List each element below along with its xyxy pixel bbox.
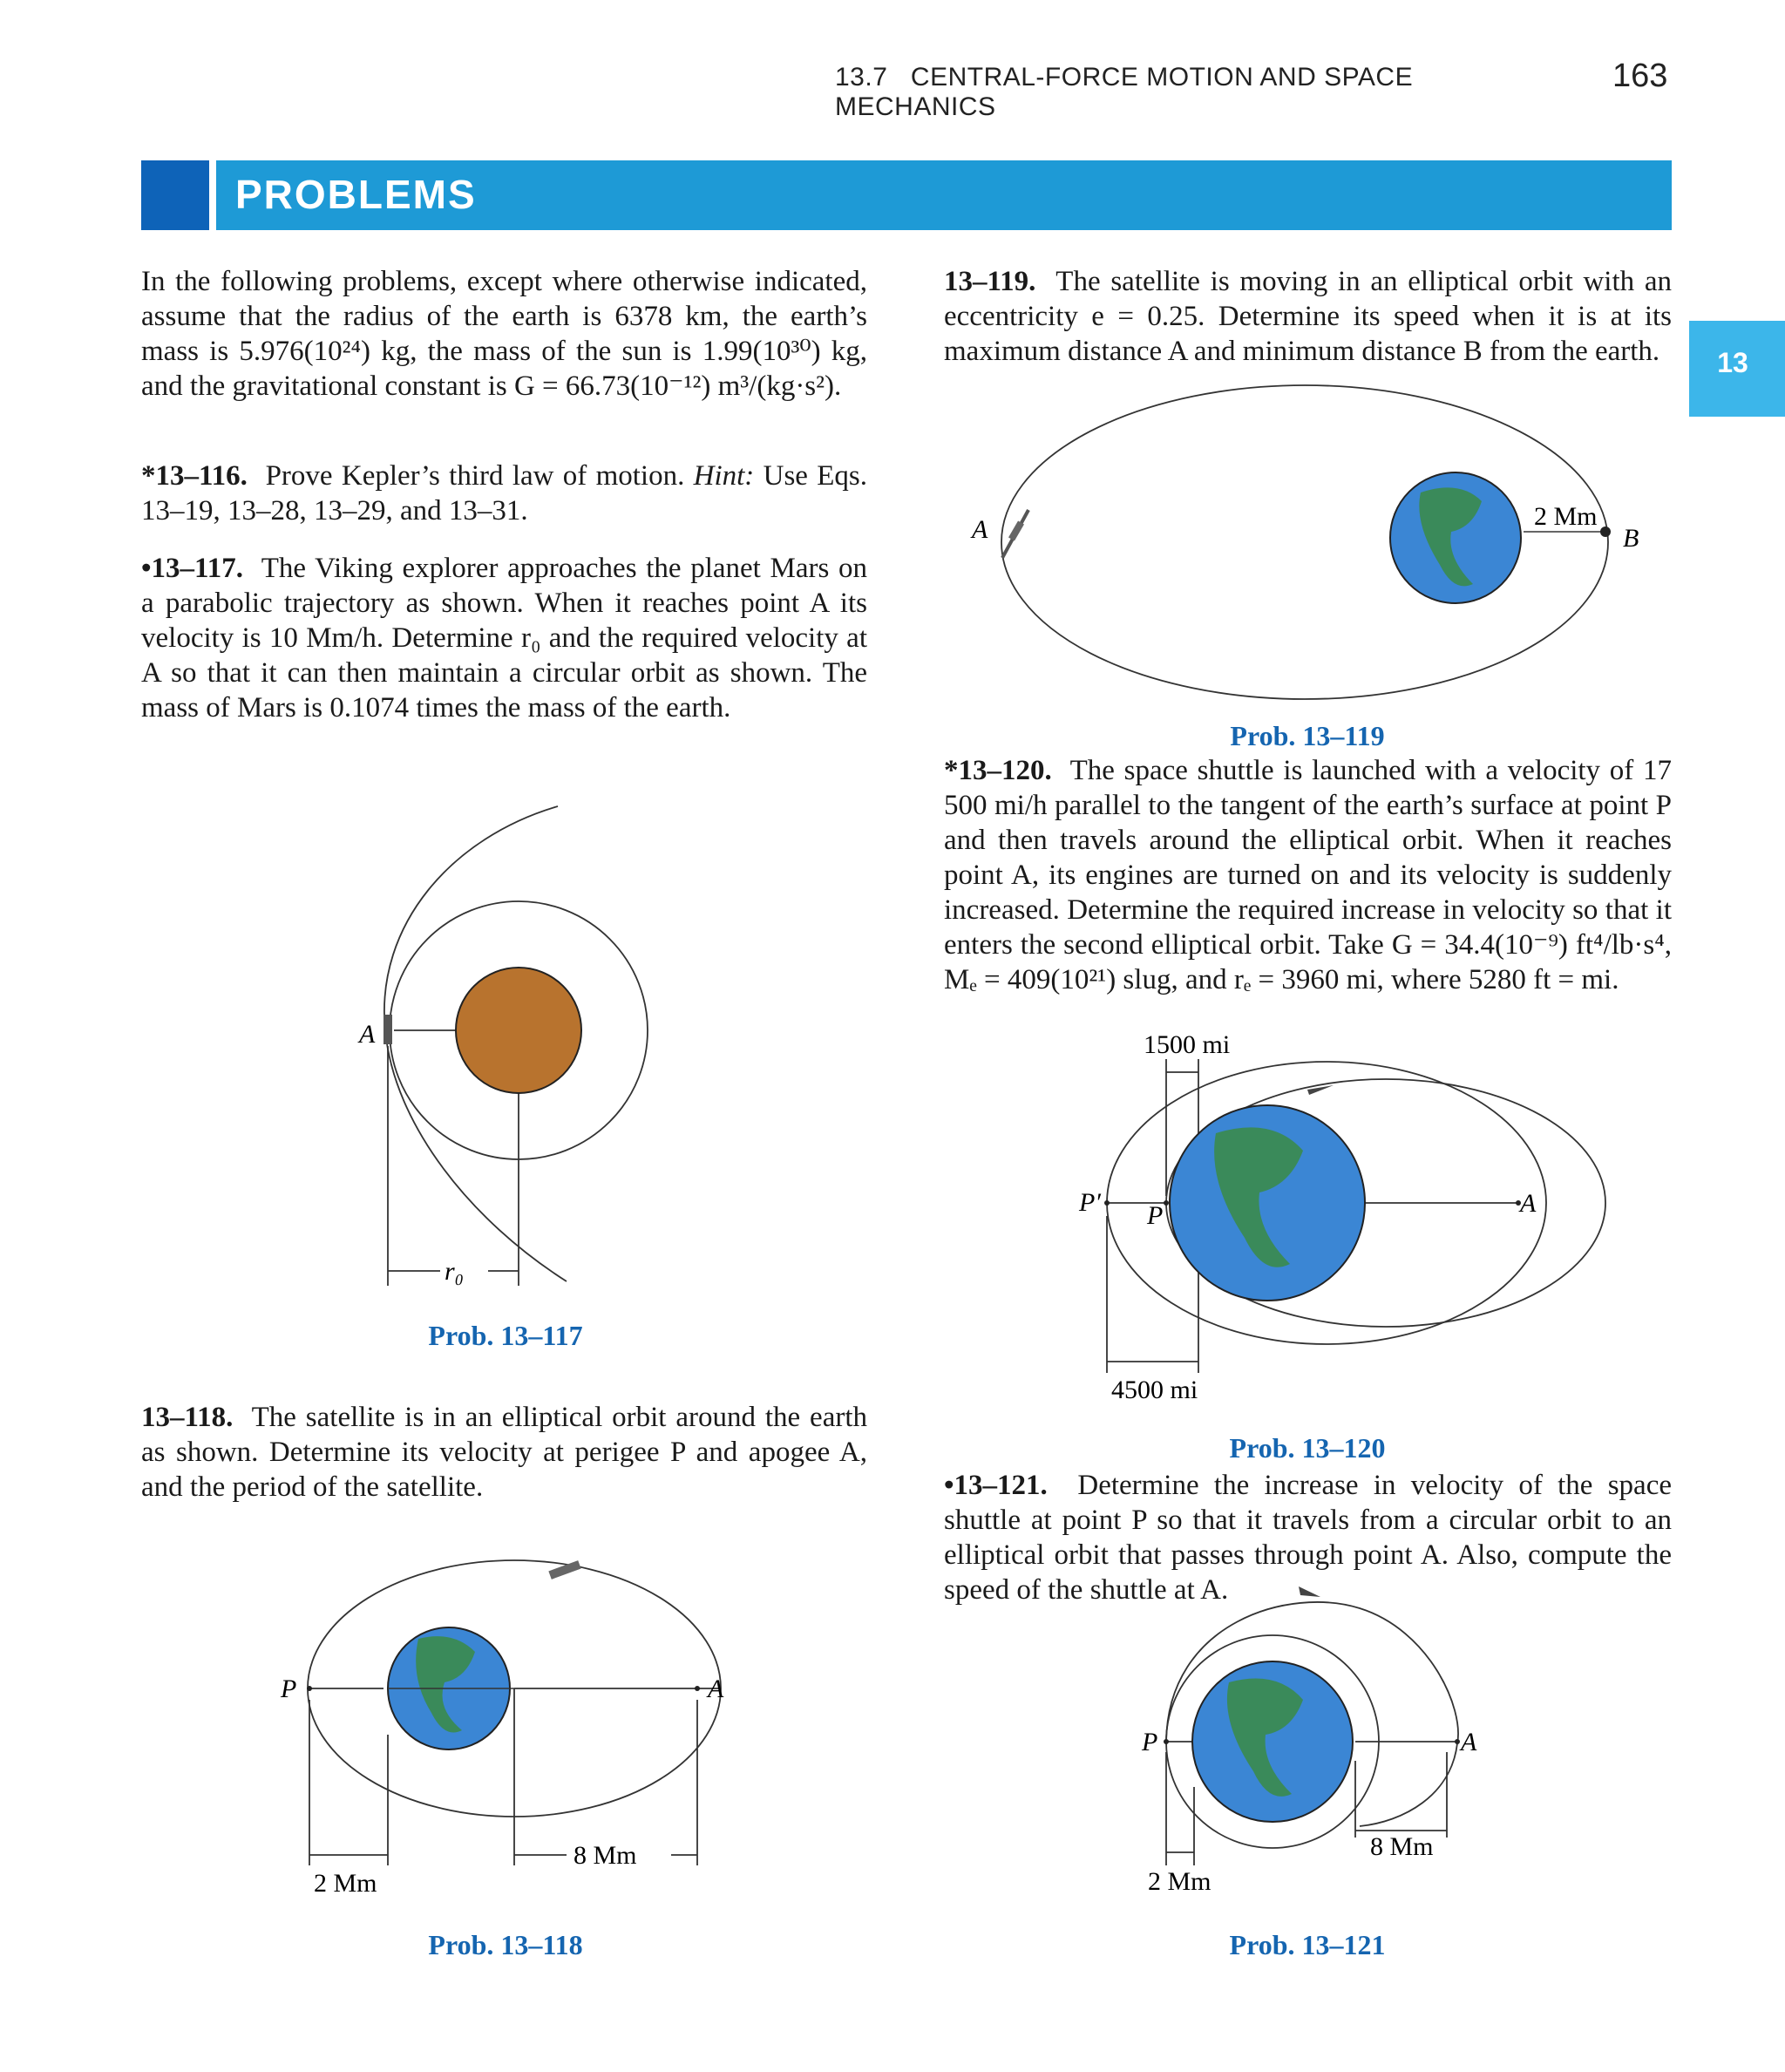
problem-number: *13–120.: [944, 755, 1052, 786]
point-P: [1164, 1739, 1169, 1744]
label-P: P: [281, 1675, 297, 1703]
label-Pp: P′: [1079, 1188, 1101, 1217]
label-A: A: [708, 1675, 724, 1703]
label-A: A: [1520, 1189, 1537, 1218]
point-A: [1455, 1739, 1460, 1744]
problem-number: •13–121.: [944, 1470, 1048, 1501]
problem-number: •13–117.: [141, 553, 243, 584]
problem-text: The satellite is in an elliptical orbit around the earth as shown. Determine its velocity at perigee P and apogee A, and the period of the satellite.: [141, 1402, 867, 1503]
intro-paragraph: In the following problems, except where otherwise indicated, assume that the radius of the earth is 6378 km, the earth’s mass is 5.976(10²⁴) kg, the mass of the sun is 1.99(10³⁰) kg, and the gravitational constant is G = 66.73(10⁻¹²) m³/(kg·s²).: [141, 266, 867, 402]
problem-number: 13–118.: [141, 1402, 234, 1433]
label-A: A: [359, 1020, 376, 1049]
label-P: P: [1147, 1201, 1164, 1230]
label-A: A: [972, 515, 988, 544]
dim-8mm: 8 Mm: [1370, 1832, 1434, 1861]
dim-2mm: 2 Mm: [1148, 1867, 1211, 1896]
hint-label: Hint:: [693, 460, 755, 492]
label-r0: r₀: [445, 1257, 465, 1286]
caption-119: Prob. 13–119: [1230, 720, 1385, 751]
dim-4500: 4500 mi: [1111, 1376, 1198, 1404]
caption-118: Prob. 13–118: [428, 1929, 583, 1960]
dim-1500: 1500 mi: [1144, 1030, 1231, 1059]
problem-text: The satellite is moving in an elliptical orbit with an eccentricity e = 0.25. Determine its speed when it is at its maximum distance A and minimum distance B from the earth.: [944, 266, 1673, 367]
problem-text: The space shuttle is launched with a velocity of 17 500 mi/h parallel to the tangent of the earth’s surface at point P and then travels around the elliptical orbit. When it reaches point A, its engines are turned on and its velocity is suddenly increased. Determine the required increase in velocity so that it enters the second elliptical orbit. Take G = 34.4(10⁻⁹) ft⁴/lb·s⁴, Mₑ = 409(10²¹) slug, and rₑ = 3960 mi, where 5280 ft = mi.: [944, 755, 1673, 995]
hint-text: Use Eqs. 13–19, 13–28, 13–29, and 13–31.: [141, 460, 868, 526]
dim-2mm: 2 Mm: [314, 1869, 377, 1898]
label-P: P: [1142, 1728, 1158, 1756]
label-A: A: [1461, 1728, 1477, 1756]
problem-number: *13–116.: [141, 460, 248, 492]
chapter-tab-number: 13: [1717, 347, 1748, 378]
shuttle-icon: [1299, 1586, 1320, 1597]
banner-title: PROBLEMS: [235, 172, 477, 217]
dim-2mm: 2 Mm: [1534, 502, 1598, 531]
dim-8mm: 8 Mm: [574, 1841, 637, 1870]
problem-text: Determine the increase in velocity of the space shuttle at point P so that it travels from a circular orbit to an elliptical orbit that passes through point A. Also, compute the speed of the shuttle at A.: [944, 1470, 1672, 1606]
caption-121: Prob. 13–121: [1229, 1929, 1386, 1960]
caption-117: Prob. 13–117: [428, 1320, 583, 1351]
section-number: 13.7: [835, 63, 888, 92]
page-number: 163: [1612, 58, 1668, 94]
problem-text: The Viking explorer approaches the planet Mars on a parabolic trajectory as shown. When it reaches point A its velocity is 10 Mm/h. Determine r₀ and the required velocity at A so that it can then maintain a circular orbit as shown. The mass of Mars is 0.1074 times the mass of the earth.: [141, 553, 867, 724]
section-title: CENTRAL-FORCE MOTION AND SPACE MECHANICS: [835, 63, 1414, 121]
caption-120: Prob. 13–120: [1229, 1432, 1386, 1464]
label-B: B: [1623, 524, 1639, 553]
problem-text: Prove Kepler’s third law of motion.: [265, 460, 685, 492]
problem-number: 13–119.: [944, 266, 1036, 297]
